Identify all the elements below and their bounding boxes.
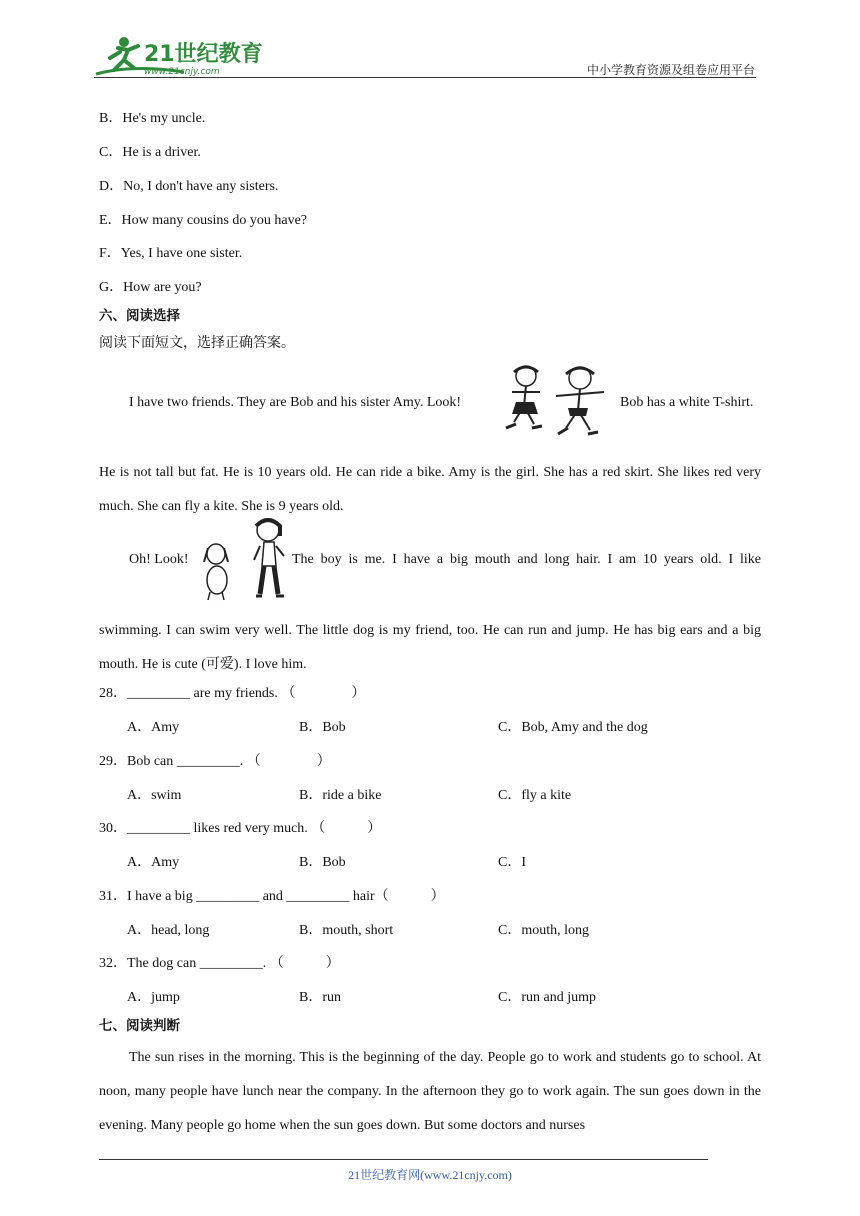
answer-option-c[interactable]: C．fly a kite [498,787,572,803]
passage-paragraph-1: He is not tall but fat. He is 10 years old. He can ride a bike. Amy is the girl. She has a red skirt. She likes red very much. She can fly a kite. She is 9 years old. [99,465,761,514]
answer-option-a[interactable]: A．head, long [127,922,210,938]
option-d: D．No, I don't have any sisters. [99,179,279,194]
answer-option-b[interactable]: B．Bob [299,855,346,870]
question-stem: 30．_________ likes red very much. （ ） [99,821,382,836]
passage-line2-end: The boy is me. I have a big mouth and long hair. I am 10 years old. I like [292,552,761,567]
answer-option-b[interactable]: B．Bob [299,720,346,735]
option-b: B．He's my uncle. [99,111,206,126]
question-stem: 31．I have a big _________ and _________ hair（ ） [99,888,445,904]
logo [94,34,262,78]
question-stem: 28．_________ are my friends. （ ） [99,686,366,701]
option-e: E．How many cousins do you have? [99,213,308,228]
answer-option-a[interactable]: A．swim [127,787,182,803]
answer-option-b[interactable]: B．ride a bike [299,787,382,803]
section-six-instruction: 阅读下面短文，选择正确答案。 [99,336,295,351]
passage-paragraph-2: swimming. I can swim very well. The little dog is my friend, too. He can run and jump. He has big ears and a big mouth. He is cute (可爱). I love him. [99,623,761,672]
answer-option-c[interactable]: C．run and jump [498,990,596,1005]
section-six-title: 六、阅读选择 [99,308,180,324]
footer-divider [99,1159,708,1160]
answer-option-a[interactable]: A．Amy [127,720,180,735]
passage-line1-start: I have two friends. They are Bob and his sister Amy. Look! [129,395,462,410]
platform-name: 中小学教育资源及组卷应用平台 [586,63,755,77]
question-stem: 29．Bob can _________. （ ） [99,753,331,769]
passage-line2-start: Oh! Look! [129,552,189,567]
answer-option-c[interactable]: C．I [498,855,526,870]
answer-option-b[interactable]: B．run [299,990,341,1005]
answer-option-c[interactable]: C．Bob, Amy and the dog [498,720,648,735]
passage-line1-end: Bob has a white T-shirt. [620,395,754,410]
section-seven-passage: The sun rises in the morning. This is the beginning of the day. People go to work and students go to school. At noon, many people have lunch near the company. In the afternoon they go to work again. The sun goes down in the evening. Many people go home when the sun goes down. But some doctors and nurses [99,1050,761,1133]
option-c: C．He is a driver. [99,145,201,160]
logo-url: www.21cnjy.com [144,67,220,77]
runner-logo-icon [94,34,262,78]
answer-option-b[interactable]: B．mouth, short [299,922,394,938]
option-f: F．Yes, I have one sister. [99,246,243,261]
option-g: G．How are you? [99,280,202,295]
footer-text: 21世纪教育网(www.21cnjy.com) [348,1168,512,1182]
header-divider [94,77,756,78]
question-stem: 32．The dog can _________. （ ） [99,956,340,971]
answer-option-c[interactable]: C．mouth, long [498,922,590,938]
answer-option-a[interactable]: A．jump [127,990,180,1005]
logo-text: 21世纪教育 [144,42,263,67]
section-seven-title: 七、阅读判断 [99,1018,180,1034]
answer-option-a[interactable]: A．Amy [127,855,180,870]
kids-illustration [496,362,620,445]
boy-dog-illustration [202,516,292,607]
